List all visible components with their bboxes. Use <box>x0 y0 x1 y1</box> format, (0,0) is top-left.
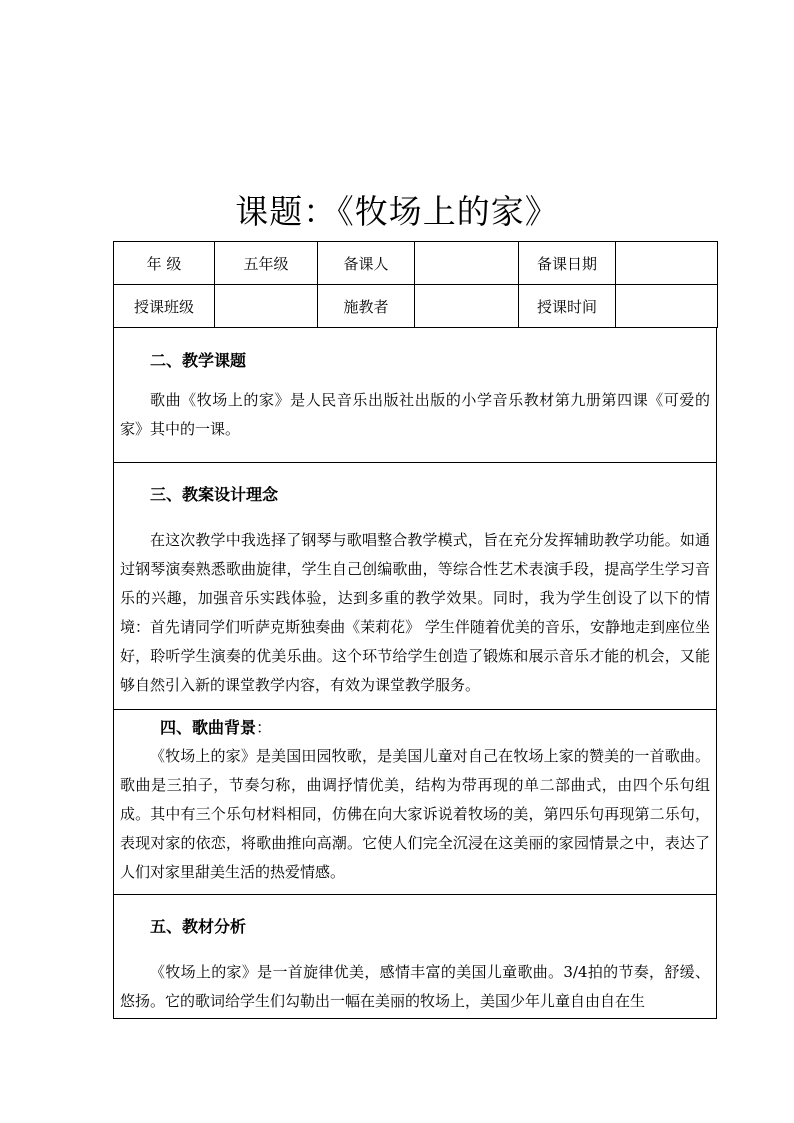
section-design-concept <box>114 463 716 710</box>
section-teaching-topic <box>114 328 716 463</box>
section-text: 歌曲《牧场上的家》是人民音乐出版社出版的小学音乐教材第九册第四课《可爱的家》其中的一课。 <box>120 391 710 438</box>
section-text: 《牧场上的家》是一首旋律优美，感情丰富的美国儿童歌曲。3/4拍的节奏，舒缓、悠扬。它的歌词给学生们勾勒出一幅在美丽的牧场上，美国少年儿童自由自在生 <box>120 963 710 1010</box>
teach-time-label: 授课时间 <box>519 285 616 328</box>
teacher-value <box>415 285 519 328</box>
grade-value: 五年级 <box>215 242 318 285</box>
prep-date-label: 备课日期 <box>519 242 616 285</box>
class-value <box>215 285 318 328</box>
section-text: 《牧场上的家》是美国田园牧歌，是美国儿童对自己在牧场上家的赞美的一首歌曲。歌曲是三拍子，节奏匀称，曲调抒情优美，结构为带再现的单二部曲式，由四个乐句组成。其中有三个乐句材料相同，仿佛在向大家诉说着牧场的美，第四乐句再现第二乐句，表现对家的依恋，将歌曲推向高潮。它使人们完全沉浸在这美丽的家园情景之中，表达了人们对家里甜美生活的热爱情感。 <box>120 747 710 881</box>
prep-date-value <box>616 242 718 285</box>
section-heading: 二、教学课题 <box>150 351 247 370</box>
section-heading: 三、教案设计理念 <box>150 485 279 504</box>
section-text: 在这次教学中我选择了钢琴与歌唱整合教学模式，旨在充分发挥辅助教学功能。如通过钢琴演奏熟悉歌曲旋律，学生自己创编歌曲，等综合性艺术表演手段，提高学生学习音乐的兴趣，加强音乐实践体验，达到多重的教学效果。同时，我为学生创设了以下的情境：首先请同学们听萨克斯独奏曲《茉莉花》 学生伴随着优美的音乐，安静地走到座位坐好，聆听学生演奏的优美乐曲。这个环节给学生创造了锻炼和展示音乐才能的机会，又能够自然引入新的课堂教学内容，有效为课堂教学服务。 <box>120 531 710 694</box>
section-song-background <box>114 710 716 895</box>
preparer-value <box>415 242 519 285</box>
section-heading-colon: ： <box>256 718 273 737</box>
lesson-sections <box>113 328 717 1019</box>
section-material-analysis <box>114 895 716 1019</box>
teacher-label: 施教者 <box>318 285 415 328</box>
section-heading: 五、教材分析 <box>150 917 247 936</box>
class-label: 授课班级 <box>114 285 215 328</box>
preparer-label: 备课人 <box>318 242 415 285</box>
section-heading-text: 四、歌曲背景 <box>160 718 257 737</box>
teach-time-value <box>616 285 718 328</box>
section-heading <box>120 713 710 742</box>
table-row <box>114 285 718 328</box>
lesson-info-table <box>113 241 718 328</box>
grade-label: 年 级 <box>114 242 215 285</box>
table-row <box>114 242 718 285</box>
page-title: 课题：《牧场上的家》 <box>235 192 559 231</box>
